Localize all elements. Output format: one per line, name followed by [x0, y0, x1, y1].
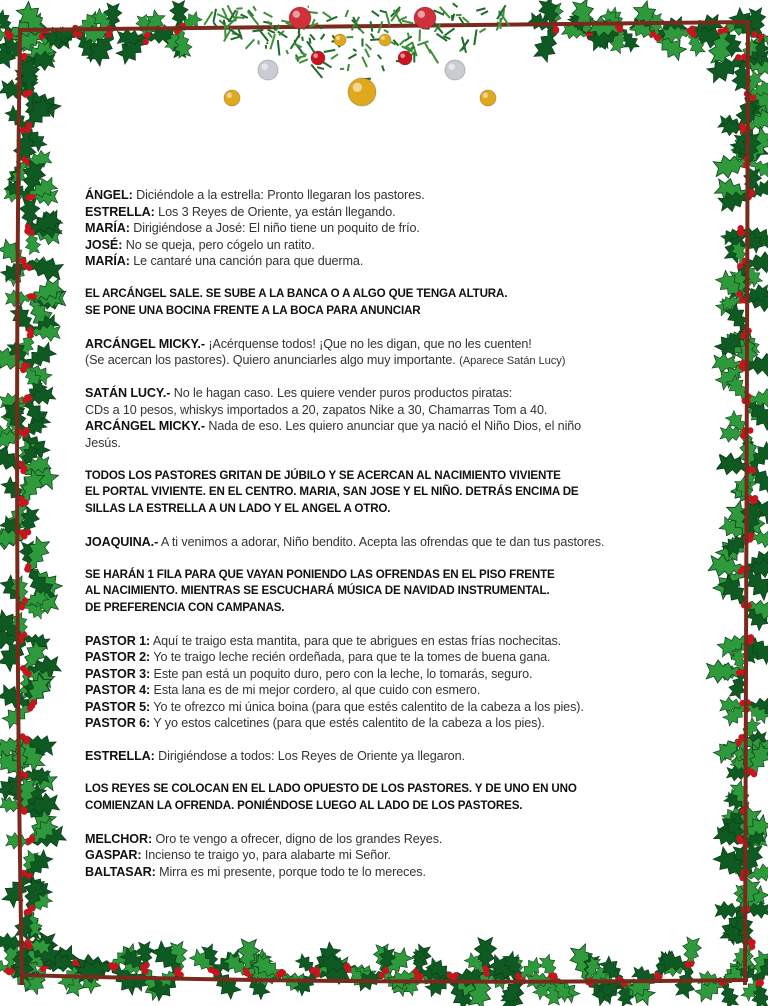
dialogue-text: Diciéndole a la estrella: Pronto llegaran los pastores.: [132, 188, 425, 202]
dialogue-text: (Se acercan los pastores). Quiero anunciarles algo muy importante.: [85, 353, 460, 367]
blank-line: [85, 616, 705, 633]
direction-line: COMIENZAN LA OFRENDA. PONIÉNDOSE LUEGO AL LADO DE LOS PASTORES.: [85, 798, 523, 812]
speaker-name: PASTOR 2:: [85, 650, 151, 664]
dialogue-line: [85, 715, 705, 732]
dialogue-line: [85, 204, 705, 221]
stage-direction: [85, 781, 705, 814]
blank-line: [85, 319, 705, 336]
direction-line: EL ARCÁNGEL SALE. SE SUBE A LA BANCA O A ALGO QUE TENGA ALTURA.: [85, 287, 508, 300]
dialogue-block: [85, 336, 705, 369]
dialogue-line: [85, 831, 705, 848]
speaker-name: BALTASAR:: [85, 864, 156, 879]
dialogue-block: [85, 831, 705, 881]
dialogue-block: [85, 633, 705, 732]
direction-line: EL PORTAL VIVIENTE. EN EL CENTRO. MARIA, SAN JOSE Y EL NIÑO. DETRÁS ENCIMA DE: [85, 485, 579, 498]
speaker-name: SATÁN LUCY.-: [85, 386, 171, 400]
blank-line: [85, 814, 705, 831]
dialogue-text: Le cantaré una canción para que duerma.: [129, 254, 364, 268]
dialogue-text: Yo te ofrezco mi única boina (para que estés calentito de la cabeza a los pies).: [150, 699, 584, 714]
dialogue-line: [85, 649, 705, 666]
dialogue-text: Esta lana es de mi mejor cordero, al que cuido con esmero.: [150, 683, 481, 697]
speaker-name: ARCÁNGEL MICKY.-: [85, 336, 205, 351]
dialogue-text: Este pan está un poquito duro, pero con la leche, lo tomarás, seguro.: [150, 666, 533, 681]
dialogue-text: Dirigiéndose a José: El niño tiene un poquito de frío.: [129, 221, 420, 235]
dialogue-text: Aquí te traigo esta mantita, para que te abrigues en estas frías nochecitas.: [150, 633, 562, 648]
direction-line: LOS REYES SE COLOCAN EN EL LADO OPUESTO DE LOS PASTORES. Y DE UNO EN UNO: [85, 782, 577, 795]
dialogue-block: [85, 187, 705, 270]
dialogue-text: Incienso te traigo yo, para alabarte mi Señor.: [141, 848, 391, 862]
direction-line: DE PREFERENCIA CON CAMPANAS.: [85, 600, 285, 614]
dialogue-line: [85, 385, 705, 402]
direction-line: SE PONE UNA BOCINA FRENTE A LA BOCA PARA ANUNCIAR: [85, 303, 421, 317]
dialogue-text: Dirigiéndose a todos: Los Reyes de Oriente ya llegaron.: [154, 749, 465, 763]
direction-line: TODOS LOS PASTORES GRITAN DE JÚBILO Y SE ACERCAN AL NACIMIENTO VIVIENTE: [85, 468, 561, 482]
speaker-name: GASPAR:: [85, 848, 142, 862]
blank-line: [85, 270, 705, 287]
speaker-name: PASTOR 5:: [85, 699, 151, 714]
dialogue-line: [85, 666, 705, 683]
blank-line: [85, 550, 705, 567]
dialogue-line: [85, 534, 705, 551]
dialogue-line: [85, 253, 705, 270]
dialogue-text: ¡Acérquense todos! ¡Que no les digan, que no les cuenten!: [204, 336, 532, 351]
dialogue-block: [85, 534, 705, 551]
speaker-name: ARCÁNGEL MICKY.-: [85, 419, 205, 433]
christmas-garland-ornaments-icon: [204, 3, 509, 106]
blank-line: [85, 517, 705, 534]
dialogue-line: [85, 699, 705, 716]
speaker-name: ÁNGEL:: [85, 188, 133, 202]
stage-direction: [85, 468, 705, 518]
dialogue-block: [85, 385, 705, 451]
direction-line: AL NACIMIENTO. MIENTRAS SE ESCUCHARÁ MÚSICA DE NAVIDAD INSTRUMENTAL.: [85, 584, 550, 597]
speaker-name: ESTRELLA:: [85, 204, 155, 219]
dialogue-text: Mirra es mi presente, porque todo te lo mereces.: [155, 864, 426, 879]
stage-direction: [85, 286, 705, 319]
dialogue-line: [85, 220, 705, 237]
dialogue-line: [85, 435, 705, 452]
speaker-name: ESTRELLA:: [85, 749, 155, 763]
dialogue-line: [85, 864, 705, 881]
blank-line: [85, 369, 705, 386]
speaker-name: PASTOR 3:: [85, 666, 151, 681]
dialogue-text: Y yo estos calcetines (para que estés calentito de la cabeza a los pies).: [150, 716, 545, 730]
speaker-name: JOSÉ:: [85, 237, 123, 252]
speaker-name: MARÍA:: [85, 254, 130, 268]
dialogue-line: [85, 352, 705, 369]
dialogue-text: Los 3 Reyes de Oriente, ya están llegando.: [154, 204, 396, 219]
blank-line: [85, 732, 705, 749]
speaker-name: PASTOR 6:: [85, 716, 151, 730]
dialogue-text: No se queja, pero cógelo un ratito.: [122, 237, 315, 252]
dialogue-text: CDs a 10 pesos, whiskys importados a 20, zapatos Nike a 30, Chamarras Tom a 40.: [85, 402, 548, 417]
dialogue-line: [85, 402, 705, 419]
dialogue-text: A ti venimos a adorar, Niño bendito. Acepta las ofrendas que te dan tus pastores.: [158, 534, 605, 549]
dialogue-text: Nada de eso. Les quiero anunciar que ya nació el Niño Dios, el niño: [204, 419, 582, 433]
direction-line: SILLAS LA ESTRELLA A UN LADO Y EL ANGEL A OTRO.: [85, 501, 391, 515]
blank-line: [85, 765, 705, 782]
stage-note: (Aparece Satán Lucy): [459, 355, 566, 367]
dialogue-line: [85, 633, 705, 650]
dialogue-block: [85, 748, 705, 765]
speaker-name: MARÍA:: [85, 221, 130, 235]
script-document: [85, 187, 705, 880]
dialogue-line: [85, 418, 705, 435]
speaker-name: MELCHOR:: [85, 831, 153, 846]
speaker-name: PASTOR 1:: [85, 633, 151, 648]
dialogue-line: [85, 336, 705, 353]
dialogue-text: Jesús.: [85, 435, 121, 450]
stage-direction: [85, 567, 705, 617]
dialogue-text: Oro te vengo a ofrecer, digno de los grandes Reyes.: [152, 831, 443, 846]
dialogue-line: [85, 847, 705, 864]
dialogue-line: [85, 748, 705, 765]
blank-line: [85, 451, 705, 468]
dialogue-line: [85, 682, 705, 699]
speaker-name: PASTOR 4:: [85, 683, 151, 697]
dialogue-line: [85, 187, 705, 204]
dialogue-line: [85, 237, 705, 254]
direction-line: SE HARÁN 1 FILA PARA QUE VAYAN PONIENDO LAS OFRENDAS EN EL PISO FRENTE: [85, 567, 555, 581]
speaker-name: JOAQUINA.-: [85, 534, 159, 549]
dialogue-text: No le hagan caso. Les quiere vender puros productos piratas:: [170, 386, 513, 400]
dialogue-text: Yo te traigo leche recién ordeñada, para que te la tomes de buena gana.: [150, 650, 551, 664]
